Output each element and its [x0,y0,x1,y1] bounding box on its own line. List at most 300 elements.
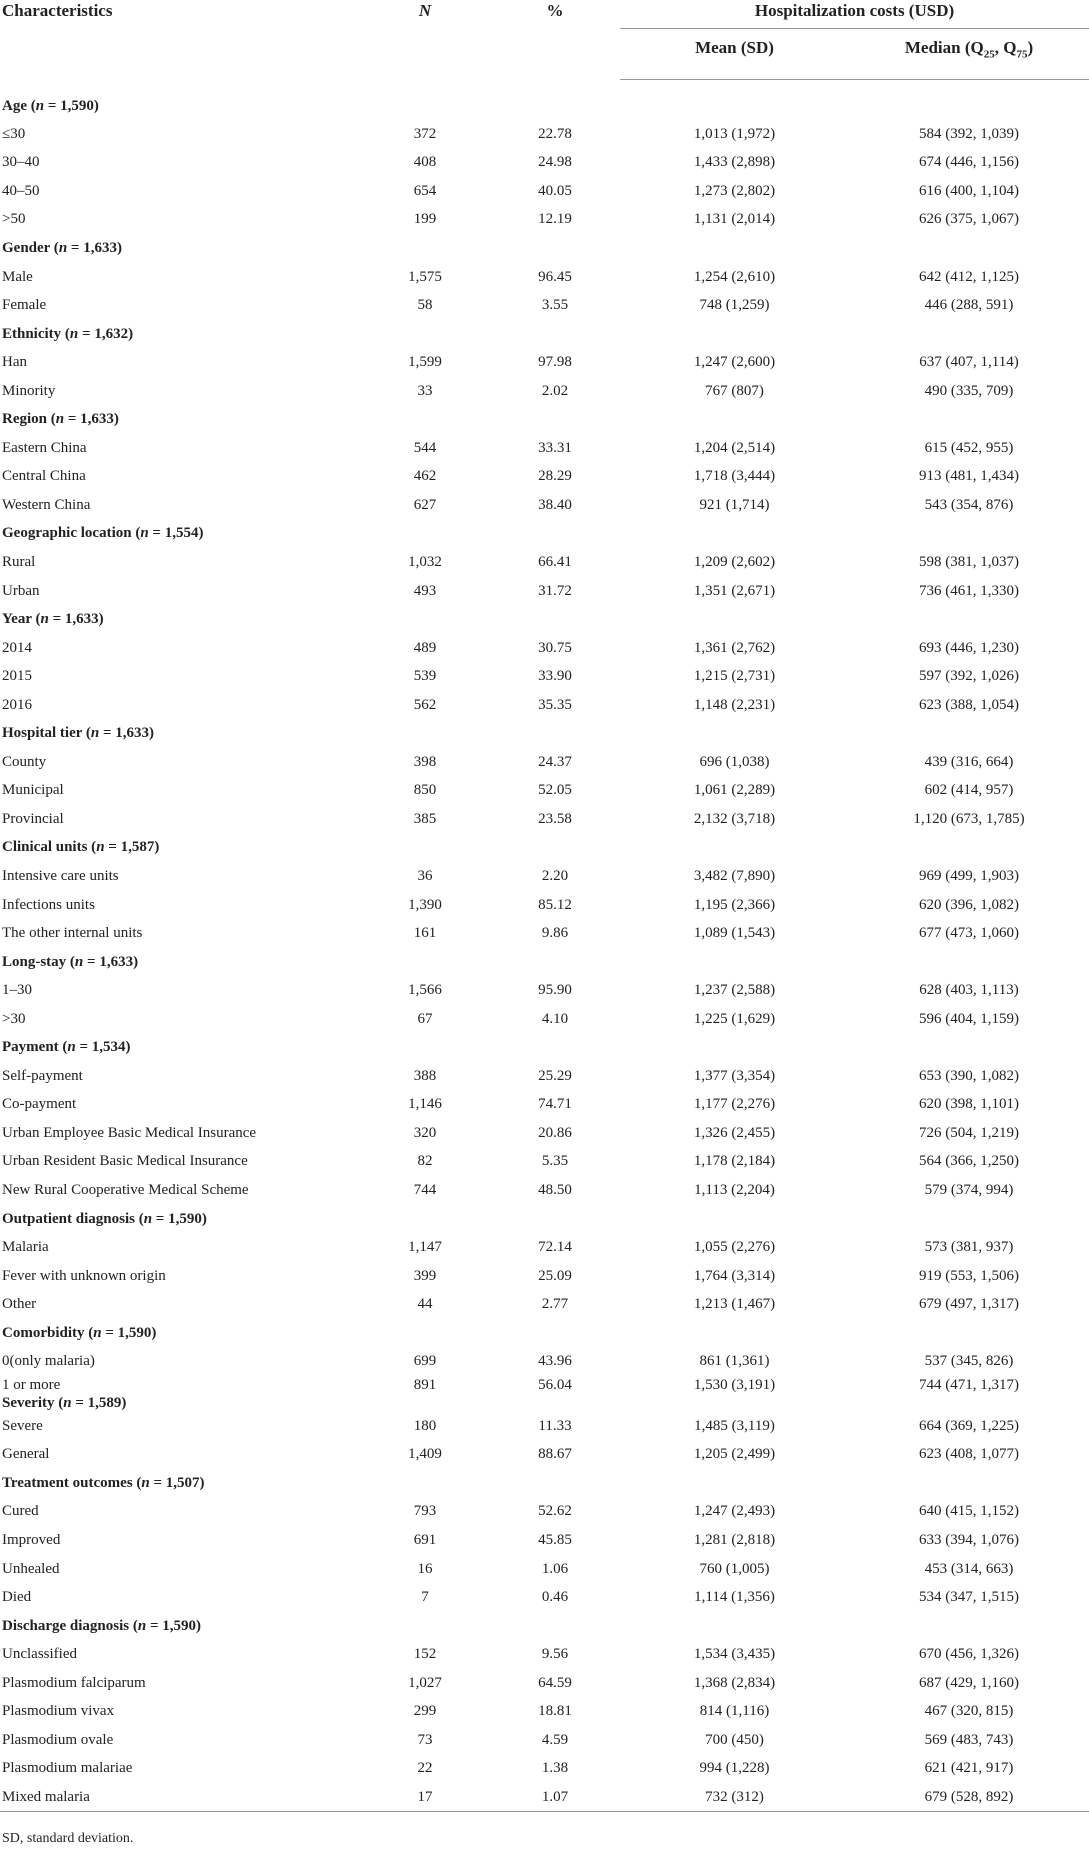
group-row [0,1318,1089,1347]
cell-percent: 33.31 [538,439,572,456]
cell-percent: 25.29 [538,1067,572,1084]
table-row [0,1062,1089,1091]
cell-mean-sd: 921 (1,714) [699,496,770,513]
table-row [0,1783,1089,1812]
cell-median: 674 (446, 1,156) [919,154,1019,171]
cell-n: 1,575 [408,268,442,285]
cell-n: 1,409 [408,1446,442,1463]
cell-mean-sd: 1,204 (2,514) [693,439,776,456]
row-label: Plasmodium malariae [2,1760,133,1777]
cell-mean-sd: 1,114 (1,356) [694,1589,775,1606]
cell-percent: 2.20 [541,867,569,884]
cell-median: 693 (446, 1,230) [919,639,1019,656]
table-row [0,148,1089,177]
cell-n: 73 [417,1731,433,1748]
cell-n: 1,146 [408,1096,442,1113]
cell-n: 388 [413,1067,437,1084]
cell-median: 744 (471, 1,317) [919,1376,1019,1393]
group-row [0,1033,1089,1062]
cell-median: 670 (456, 1,326) [919,1646,1019,1663]
cell-median: 490 (335, 709) [924,382,1014,399]
cell-percent: 20.86 [538,1124,572,1141]
cell-percent: 95.90 [538,982,572,999]
table-row [0,491,1089,520]
table-row [0,1726,1089,1755]
cell-n: 1,599 [408,354,442,371]
cell-mean-sd: 1,055 (2,276) [693,1239,776,1256]
row-label: 2016 [2,696,32,713]
cell-mean-sd: 1,254 (2,610) [693,268,776,285]
cell-percent: 30.75 [538,639,572,656]
footnote: SD, standard deviation. [2,1831,134,1846]
cell-percent: 56.04 [538,1376,572,1393]
cell-n: 544 [413,439,437,456]
cell-median: 677 (473, 1,060) [919,925,1019,942]
header-mean-sd: Mean (SD) [620,29,849,80]
group-row [0,519,1089,548]
header-hospitalization-costs: Hospitalization costs (USD) [620,0,1089,29]
cell-mean-sd: 1,178 (2,184) [693,1153,776,1170]
table-row [0,1176,1089,1205]
cell-n: 493 [413,582,437,599]
cell-percent: 3.55 [541,297,569,314]
cell-mean-sd: 700 (450) [705,1731,764,1748]
cell-mean-sd: 696 (1,038) [699,753,770,770]
cell-percent: 85.12 [538,896,572,913]
cell-median: 615 (452, 955) [924,439,1014,456]
row-label: Minority [2,382,56,399]
row-label: ≤30 [2,125,26,142]
row-label: >50 [2,211,26,228]
cell-mean-sd: 1,361 (2,762) [693,639,776,656]
cell-n: 744 [413,1182,437,1198]
row-label: Cured [2,1503,39,1520]
group-label: Outpatient diagnosis (n = 1,590) [2,1210,207,1227]
group-label: Gender (n = 1,633) [2,239,122,256]
cell-percent: 4.10 [541,1010,569,1027]
cell-n: 33 [417,382,433,399]
cell-mean-sd: 1,177 (2,276) [693,1096,776,1113]
cell-n: 691 [413,1532,437,1549]
cell-n: 654 [413,182,437,199]
cell-median: 633 (394, 1,076) [919,1532,1019,1549]
table-row [0,1754,1089,1783]
cell-median: 623 (388, 1,054) [919,696,1019,713]
table-row [0,205,1089,234]
cell-n: 462 [413,468,437,485]
table-row [0,462,1089,491]
table-row [0,1004,1089,1033]
row-label: Severe [2,1417,43,1434]
cell-percent: 1.38 [541,1760,569,1777]
cell-percent: 88.67 [538,1446,572,1463]
cell-n: 17 [360,1783,490,1812]
cell-percent: 12.19 [538,211,572,228]
header-median: Median ($Q_{25}$, $Q_{75}$) [849,29,1089,80]
cell-median: 584 (392, 1,039) [919,125,1019,142]
cell-mean-sd: 1,237 (2,588) [693,982,776,999]
cell-median: 969 (499, 1,903) [919,867,1019,884]
cell-mean-sd: 1,061 (2,289) [693,782,776,799]
row-label: Municipal [2,782,64,799]
cell-percent: 40.05 [538,182,572,199]
cell-median: 679 (497, 1,317) [919,1296,1019,1313]
cell-n: 1,027 [408,1674,442,1691]
cell-mean-sd: 1,273 (2,802) [693,182,776,199]
table-row [0,1640,1089,1669]
row-label: Plasmodium ovale [2,1731,114,1748]
cell-median: 596 (404, 1,159) [919,1010,1019,1027]
cell-n: 199 [413,211,437,228]
cell-n: 180 [413,1417,437,1434]
cell-n: 539 [413,668,437,685]
row-label: Unclassified [2,1646,77,1663]
row-label: 2014 [2,639,32,656]
cell-percent: 35.35 [538,696,572,713]
cell-median: 467 (320, 815) [924,1703,1014,1720]
row-label: Self-payment [2,1067,83,1084]
cell-mean-sd: 814 (1,116) [699,1703,770,1720]
group-label: Geographic location (n = 1,554) [2,525,204,542]
cell-mean-sd: 2,132 (3,718) [693,810,776,827]
cell-percent: 24.98 [538,154,572,171]
cell-n: 1,566 [408,982,442,999]
row-label: The other internal units [2,925,143,942]
table-row [0,776,1089,805]
group-row [0,234,1089,263]
cell-n: 850 [413,782,437,799]
group-row [0,719,1089,748]
table-row [0,348,1089,377]
row-label: Urban Employee Basic Medical Insurance [2,1124,257,1141]
cell-median: 1,120 (673, 1,785) [913,810,1025,827]
table-row [0,1090,1089,1119]
cell-mean-sd: 1,131 (2,014) [693,211,776,228]
row-label: Provincial [2,810,64,827]
cell-percent: 38.40 [538,496,572,513]
cell-n: 44 [417,1296,433,1313]
cell-n: 489 [413,639,437,656]
group-label: Comorbidity (n = 1,590) [2,1324,157,1341]
table-row [0,576,1089,605]
row-label: 1 or more [2,1376,61,1393]
cell-mean-sd: 748 (1,259) [699,297,770,314]
cell-percent: 1.06 [541,1560,569,1577]
cell-median: 602 (414, 957) [924,782,1014,799]
cell-median: 439 (316, 664) [924,753,1014,770]
cell-percent: 45.85 [538,1532,572,1549]
cell-percent: 0.46 [541,1589,569,1606]
group-row [0,1469,1089,1498]
cell-mean-sd: 1,351 (2,671) [693,582,776,599]
cell-percent: 43.96 [538,1353,572,1370]
table-row [0,690,1089,719]
cell-median: 543 (354, 876) [924,496,1014,513]
cell-mean-sd: 1,013 (1,972) [693,125,776,142]
cell-n: 408 [413,154,437,171]
row-label: Male [2,268,33,285]
group-row [0,80,1089,120]
cell-mean-sd: 1,368 (2,834) [693,1674,776,1691]
cell-mean-sd: 994 (1,228) [699,1760,770,1777]
row-label: Rural [2,553,36,570]
table-row [0,862,1089,891]
cell-n: 699 [413,1353,437,1370]
cell-median: 653 (390, 1,082) [919,1067,1019,1084]
cell-median: 687 (429, 1,160) [919,1674,1019,1691]
cell-median: 679 (528, 892) [849,1783,1089,1812]
cell-n: 627 [413,496,437,513]
row-label: Mixed malaria [0,1783,360,1812]
cell-percent: 28.29 [538,468,572,485]
row-label: Died [2,1589,32,1606]
cell-median: 736 (461, 1,330) [919,582,1019,599]
cell-n: 399 [413,1267,437,1284]
cell-n: 1,032 [408,553,442,570]
cell-percent: 64.59 [538,1674,572,1691]
row-label: Fever with unknown origin [2,1267,166,1284]
cell-median: 573 (381, 937) [924,1239,1014,1256]
row-label: Improved [2,1532,61,1549]
row-label: Urban Resident Basic Medical Insurance [2,1153,248,1170]
cell-n: 385 [413,810,437,827]
cell-percent: 52.05 [538,782,572,799]
cell-n: 16 [417,1560,433,1577]
cell-n: 398 [413,753,437,770]
cell-mean-sd: 1,209 (2,602) [693,553,776,570]
cell-percent: 97.98 [538,354,572,371]
cell-mean-sd: 1,205 (2,499) [693,1446,776,1463]
cell-percent: 72.14 [538,1239,572,1256]
table-row [0,1697,1089,1726]
row-label: Female [2,297,47,314]
cell-median: 919 (553, 1,506) [919,1267,1019,1284]
cell-percent: 2.02 [541,382,569,399]
cell-mean-sd: 732 (312) [620,1783,849,1812]
cell-mean-sd: 1,247 (2,493) [693,1503,776,1520]
group-label: Treatment outcomes (n = 1,507) [2,1474,205,1491]
table-row [0,291,1089,320]
cell-mean-sd: 1,326 (2,455) [693,1124,776,1141]
cell-mean-sd: 1,764 (3,314) [693,1267,776,1284]
cell-median: 597 (392, 1,026) [919,668,1019,685]
table-row [0,1583,1089,1612]
row-label: County [2,753,47,770]
row-label: 2015 [2,668,32,685]
group-label: Discharge diagnosis (n = 1,590) [2,1617,201,1634]
cell-mean-sd: 767 (807) [705,382,764,399]
table-row [0,548,1089,577]
cell-mean-sd: 1,195 (2,366) [693,896,776,913]
table-row [0,177,1089,206]
cell-percent: 66.41 [538,553,572,570]
row-label: Malaria [2,1239,49,1256]
cell-mean-sd: 861 (1,361) [699,1353,770,1370]
group-row [0,1204,1089,1233]
cell-mean-sd: 1,534 (3,435) [693,1646,776,1663]
cell-percent: 25.09 [538,1267,572,1284]
cell-n: 58 [417,297,433,314]
row-label: Plasmodium vivax [2,1703,115,1720]
group-row [0,319,1089,348]
cell-median: 642 (412, 1,125) [919,268,1019,285]
group-label: Clinical units (n = 1,587) [2,839,160,856]
table-row [0,376,1089,405]
cell-mean-sd: 760 (1,005) [699,1560,770,1577]
cell-median: 621 (421, 917) [924,1760,1014,1777]
cell-median: 569 (483, 743) [924,1731,1014,1748]
group-row [0,605,1089,634]
group-label: Region (n = 1,633) [2,411,119,428]
cell-percent: 31.72 [538,582,572,599]
cell-mean-sd: 1,718 (3,444) [693,468,776,485]
cell-mean-sd: 1,148 (2,231) [693,696,776,713]
cell-median: 616 (400, 1,104) [919,182,1019,199]
table-row [0,1347,1089,1376]
row-label: Other [2,1296,37,1313]
group-row [0,405,1089,434]
table-row [0,262,1089,291]
cell-percent: 5.35 [541,1153,569,1170]
cell-median: 623 (408, 1,077) [919,1446,1019,1463]
cell-median: 453 (314, 663) [924,1560,1014,1577]
cell-median: 620 (398, 1,101) [919,1096,1019,1113]
table-row [0,1668,1089,1697]
cell-median: 626 (375, 1,067) [919,211,1019,228]
cell-mean-sd: 1,485 (3,119) [694,1417,775,1434]
group-label: Ethnicity (n = 1,632) [2,325,134,342]
table-row [0,1412,1089,1441]
cell-median: 913 (481, 1,434) [919,468,1019,485]
cell-median: 637 (407, 1,114) [919,354,1019,371]
table-row [0,890,1089,919]
group-row [0,1611,1089,1640]
table-row [0,976,1089,1005]
cell-median: 534 (347, 1,515) [919,1589,1019,1606]
cell-median: 628 (403, 1,113) [919,982,1019,999]
header-percent: % [546,1,564,20]
cell-percent: 96.45 [538,268,572,285]
cell-mean-sd: 1,089 (1,543) [693,925,776,942]
table-row [0,1147,1089,1176]
header-n: N [418,1,432,20]
cell-n: 793 [413,1503,437,1520]
cell-percent: 2.77 [541,1296,569,1313]
row-label: Unhealed [2,1560,60,1577]
cell-n: 36 [417,867,433,884]
cell-n: 152 [413,1646,437,1663]
group-label: Age (n = 1,590) [2,97,99,114]
cell-n: 161 [413,925,437,942]
cell-median: 446 (288, 591) [924,297,1014,314]
cell-percent: 48.50 [538,1182,572,1198]
cell-mean-sd: 1,213 (1,467) [693,1296,776,1313]
table-row [0,1526,1089,1555]
cell-percent: 18.81 [538,1703,572,1720]
row-label: 30–40 [2,154,40,171]
cell-median: 579 (374, 994) [924,1182,1014,1198]
group-row [0,947,1089,976]
cell-percent: 33.90 [538,668,572,685]
group-row [0,1394,1089,1412]
cell-n: 22 [417,1760,433,1777]
cell-n: 67 [417,1010,433,1027]
row-label: 1–30 [2,982,32,999]
row-label: Western China [2,496,91,513]
cell-n: 82 [417,1153,433,1170]
cell-mean-sd: 3,482 (7,890) [693,867,776,884]
cell-percent: 52.62 [538,1503,572,1520]
table-row [0,120,1089,149]
row-label: Co-payment [2,1096,77,1113]
cell-n: 7 [421,1589,429,1606]
cell-percent: 11.33 [538,1417,572,1434]
table-row [0,1497,1089,1526]
group-label: Payment (n = 1,534) [2,1039,131,1056]
row-label: 0(only malaria) [2,1353,95,1370]
cell-percent: 9.56 [541,1646,569,1663]
cell-mean-sd: 1,225 (1,629) [693,1010,776,1027]
cell-percent: 22.78 [538,125,572,142]
cell-percent: 9.86 [541,925,569,942]
group-label: Year (n = 1,633) [2,611,104,628]
row-label: Central China [2,468,86,485]
table-row [0,1290,1089,1319]
cell-percent: 74.71 [538,1096,572,1113]
cell-n: 320 [413,1124,437,1141]
row-label: Intensive care units [2,867,119,884]
group-label: Hospital tier (n = 1,633) [2,725,155,742]
table-body [0,80,1089,1812]
table-row [0,1119,1089,1148]
cell-n: 372 [413,125,437,142]
table-row [0,1440,1089,1469]
cell-mean-sd: 1,215 (2,731) [693,668,776,685]
table-row [0,1261,1089,1290]
row-label: New Rural Cooperative Medical Scheme [2,1182,249,1198]
cell-mean-sd: 1,377 (3,354) [693,1067,776,1084]
cell-n: 891 [413,1376,437,1393]
cell-percent: 24.37 [538,753,572,770]
table-row [0,434,1089,463]
group-label: Severity (n = 1,589) [2,1394,127,1411]
cell-median: 598 (381, 1,037) [919,553,1019,570]
group-row [0,833,1089,862]
cell-percent: 1.07 [490,1783,620,1812]
row-label: 40–50 [2,182,40,199]
cell-percent: 23.58 [538,810,572,827]
table-row [0,919,1089,948]
cell-median: 726 (504, 1,219) [919,1124,1019,1141]
table-row [0,748,1089,777]
cell-mean-sd: 1,247 (2,600) [693,354,776,371]
cell-mean-sd: 1,113 (2,204) [694,1182,775,1198]
cell-percent: 4.59 [541,1731,569,1748]
table-row [0,1554,1089,1583]
header-characteristics: Characteristics [2,1,113,20]
table-row [0,1233,1089,1262]
cell-median: 664 (369, 1,225) [919,1417,1019,1434]
group-label: Long-stay (n = 1,633) [2,953,139,970]
table-header [0,0,1089,80]
row-label: >30 [2,1010,26,1027]
row-label: Plasmodium falciparum [2,1674,146,1691]
cell-n: 1,390 [408,896,442,913]
table-row [0,1376,1089,1394]
cell-mean-sd: 1,281 (2,818) [693,1532,776,1549]
cell-n: 1,147 [408,1239,442,1256]
cell-median: 620 (396, 1,082) [919,896,1019,913]
